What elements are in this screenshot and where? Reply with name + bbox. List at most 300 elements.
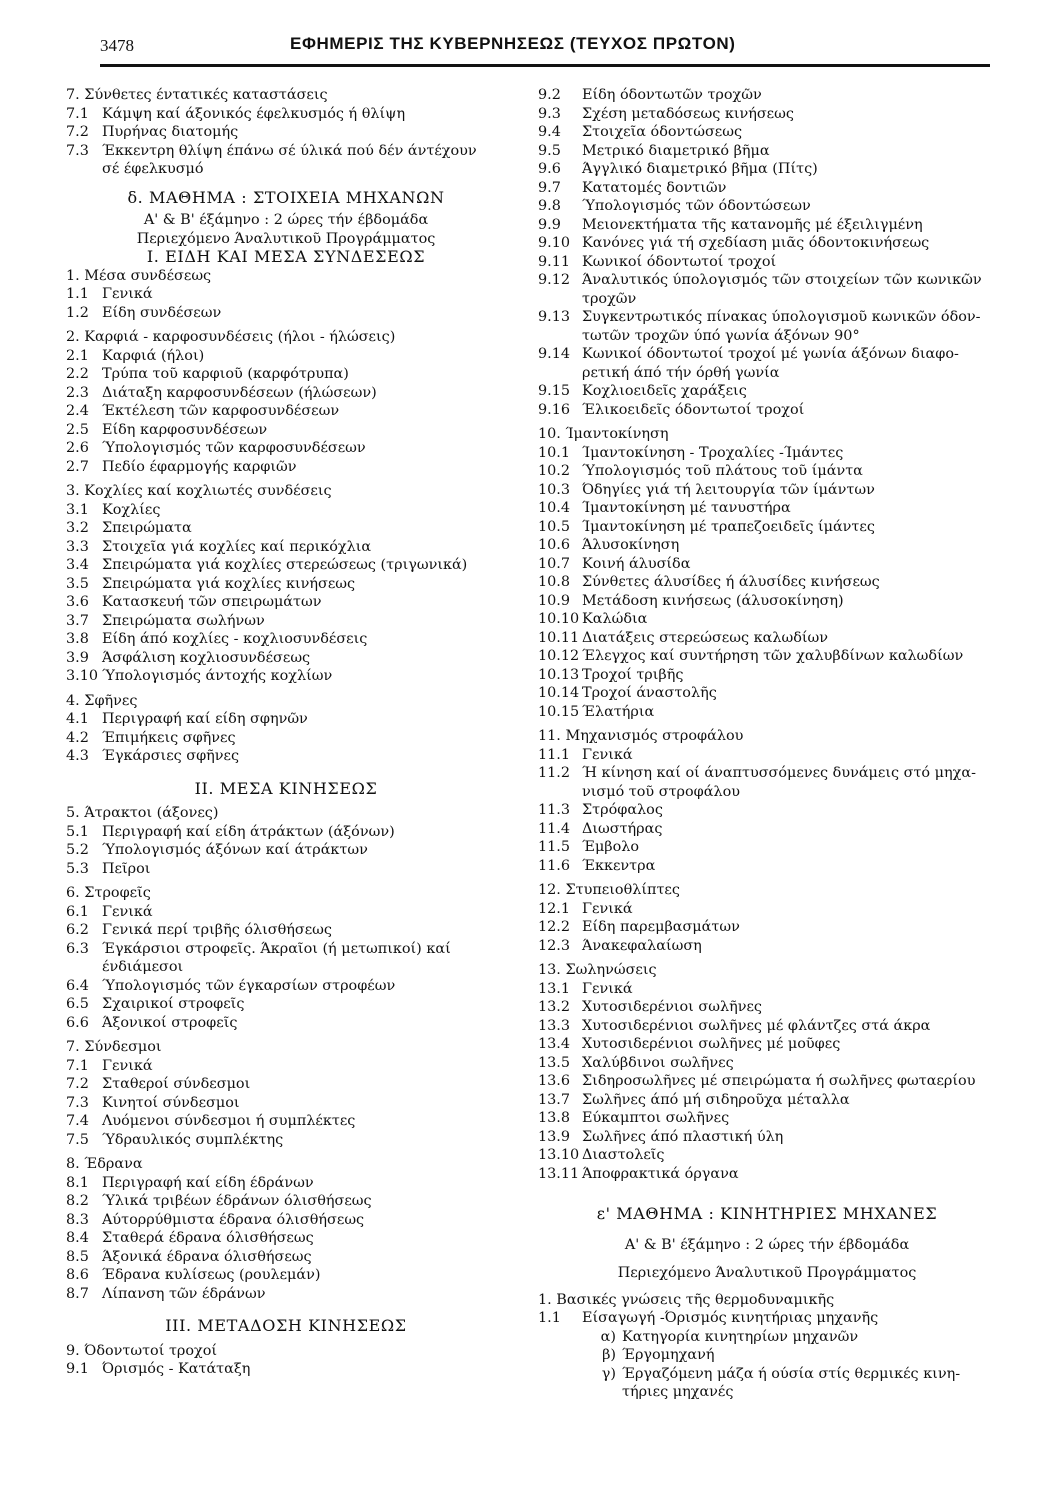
item-text: Ύπολογισμός τοῦ πλάτους τοῦ ίμάντα xyxy=(582,463,863,479)
lesson-semester: Α' & Β' έξάμηνο : 2 ώρες τήν έβδομάδα xyxy=(143,212,429,228)
list-item xyxy=(66,612,506,631)
lesson-program: Περιεχόμενο Άναλυτικοῦ Προγράμματος xyxy=(617,1265,917,1281)
item-number: 10.15 xyxy=(538,703,580,720)
right-column xyxy=(538,86,996,1402)
list-item xyxy=(66,458,506,477)
item-text: Ύδραυλικός συμπλέκτης xyxy=(102,1131,284,1148)
item-number: 10.4 xyxy=(538,500,571,516)
item-number: 7.3 xyxy=(66,142,89,159)
item-number: 6.3 xyxy=(66,940,89,957)
item-text: Σπειρώματα xyxy=(102,520,192,536)
list-item xyxy=(538,666,996,685)
item-number: 13.2 xyxy=(538,999,571,1015)
list-item xyxy=(66,940,506,959)
item-number: 13.4 xyxy=(538,1036,571,1052)
list-item xyxy=(538,592,996,611)
list-item xyxy=(538,684,996,703)
part-title: ΙΙΙ. ΜΕΤΑΔΟΣΗ ΚΙΝΗΣΕΩΣ xyxy=(165,1316,407,1335)
item-text: Κοχλιοειδεῖς χαράξεις xyxy=(582,383,747,399)
section-title: 6. Στροφεῖς xyxy=(66,885,151,901)
item-text: Άξονικοί στροφεῖς xyxy=(102,1014,238,1031)
item-number: 9.6 xyxy=(538,161,561,177)
item-text: Τροχοί τριβῆς xyxy=(582,666,684,683)
item-text: Χυτοσιδερένιοι σωλῆνες μέ μοῦφες xyxy=(582,1036,841,1052)
item-number: 7.2 xyxy=(66,1076,89,1092)
item-number: 9.8 xyxy=(538,198,561,214)
item-number: 5.2 xyxy=(66,842,89,858)
item-text: Είσαγωγή -Όρισμός κινητήριας μηχανῆς xyxy=(582,1310,879,1326)
list-item xyxy=(66,729,506,748)
item-text: Άνακεφαλαίωση xyxy=(582,937,702,954)
item-number: 7.5 xyxy=(66,1131,89,1148)
item-number: 12.3 xyxy=(538,937,571,954)
item-text: Γενικά xyxy=(102,286,153,302)
list-item xyxy=(538,1017,996,1036)
item-number: 5.3 xyxy=(66,860,89,877)
list-item xyxy=(538,197,996,216)
item-number: 13.1 xyxy=(538,980,571,997)
item-text: Όδηγίες γιά τή λειτουργία τῶν ίμάντων xyxy=(582,481,875,498)
list-item xyxy=(538,444,996,463)
item-number: 11.3 xyxy=(538,802,571,818)
item-number: 3.2 xyxy=(66,520,89,536)
list-item xyxy=(538,746,996,765)
item-number: 6.5 xyxy=(66,996,89,1012)
item-text: Κανόνες γιά τή σχεδίαση μιᾶς όδοντοκινήσεως xyxy=(582,235,930,251)
item-text: Είδη καρφοσυνδέσεων xyxy=(102,421,268,438)
part-title: ΙΙ. ΜΕΣΑ ΚΙΝΗΣΕΩΣ xyxy=(194,778,378,798)
item-text: Μετρικό διαμετρικό βῆμα xyxy=(582,142,770,159)
item-number: 4.3 xyxy=(66,748,89,764)
item-number: 7.1 xyxy=(66,105,89,122)
continuation: τήριες μηχανές xyxy=(622,1384,734,1400)
item-text: Γενικά xyxy=(582,900,633,917)
item-text: Κατατομές δοντιῶν xyxy=(582,179,727,196)
item-text: Έκκεντρη θλίψη έπάνω σέ ύλικά πού δέν άντέχουν xyxy=(102,142,477,159)
list-item xyxy=(538,820,996,839)
list-item xyxy=(66,1285,506,1304)
sub-text: Έργομηχανή xyxy=(622,1347,715,1363)
item-number: 2.7 xyxy=(66,458,89,475)
item-text: Σχαιρικοί στροφεῖς xyxy=(102,996,245,1012)
continuation: σέ έφελκυσμό xyxy=(102,161,204,177)
section-title: 4. Σφῆνες xyxy=(66,692,138,709)
item-text: Σχέση μεταδόσεως κινήσεως xyxy=(582,105,794,122)
list-item xyxy=(66,1248,506,1267)
item-number: 2.6 xyxy=(66,440,89,456)
list-item xyxy=(538,271,996,290)
section-title: 3. Κοχλίες καί κοχλιωτές συνδέσεις xyxy=(66,483,332,499)
item-number: 13.8 xyxy=(538,1110,571,1126)
list-item xyxy=(66,1131,506,1150)
list-item xyxy=(66,1112,506,1131)
item-number: 6.2 xyxy=(66,922,89,938)
list-item xyxy=(538,980,996,999)
item-text: Έγκάρσιοι στροφεῖς. Άκραῖοι (ή μετωπικοί) καί xyxy=(102,940,451,957)
item-number: 9.11 xyxy=(538,253,571,270)
item-text: Έκτέλεση τῶν καρφοσυνδέσεων xyxy=(102,403,340,419)
list-item xyxy=(538,764,996,783)
list-item xyxy=(66,860,506,879)
item-number: 4.1 xyxy=(66,711,89,727)
list-item xyxy=(538,481,996,500)
item-text: Κινητοί σύνδεσμοι xyxy=(102,1094,240,1111)
item-text: Άλυσοκίνηση xyxy=(582,537,680,553)
list-item xyxy=(66,105,506,124)
item-text: Άξονικά έδρανα όλισθήσεως xyxy=(102,1248,312,1265)
item-text: Γενικά xyxy=(102,1057,153,1074)
item-number: 10.3 xyxy=(538,481,571,498)
item-text: Άσφάλιση κοχλιοσυνδέσεως xyxy=(102,649,311,666)
item-number: 1.1 xyxy=(66,286,89,302)
lesson-semester: Α' & Β' έξάμηνο : 2 ώρες τήν έβδομάδα xyxy=(624,1236,910,1253)
item-text: Γενικά xyxy=(582,746,633,763)
item-text: Συγκεντρωτικός πίνακας ύπολογισμοῦ κωνικῶν όδον- xyxy=(582,309,981,325)
spacer xyxy=(538,1254,996,1264)
sub-label: γ) xyxy=(601,1365,616,1382)
list-item xyxy=(66,538,506,557)
item-number: 9.4 xyxy=(538,124,561,140)
list-item xyxy=(66,630,506,649)
item-text: Διαστολεῖς xyxy=(582,1147,665,1163)
list-item xyxy=(538,703,996,722)
sub-text: Έργαζόμενη μάζα ή ούσία στίς θερμικές κινη- xyxy=(622,1365,961,1382)
item-text: Σταθερά έδρανα όλισθήσεως xyxy=(102,1230,314,1246)
spacer xyxy=(538,1224,996,1236)
list-item xyxy=(66,1057,506,1076)
list-item xyxy=(66,142,506,161)
item-text: Λίπανση τῶν έδράνων xyxy=(102,1285,266,1302)
item-number: 6.6 xyxy=(66,1014,89,1031)
item-number: 9.12 xyxy=(538,272,571,288)
list-item xyxy=(66,556,506,575)
item-text: Ή κίνηση καί οί άναπτυσσόμενες δυνάμεις στό μηχα- xyxy=(582,765,976,781)
item-text: Κοινή άλυσίδα xyxy=(582,555,691,572)
list-item xyxy=(538,401,996,420)
list-item xyxy=(538,838,996,857)
spacer xyxy=(66,766,506,780)
item-text: Ίμαντοκίνηση μέ τραπεζοειδεῖς ίμάντες xyxy=(582,518,875,535)
item-number: 13.6 xyxy=(538,1073,571,1089)
item-number: 10.6 xyxy=(538,537,571,553)
item-number: 3.1 xyxy=(66,501,89,518)
item-text: Κατασκευή τῶν σπειρωμάτων xyxy=(102,594,322,610)
list-item xyxy=(538,1091,996,1110)
list-item xyxy=(538,142,996,161)
item-text: Χυτοσιδερένιοι σωλῆνες μέ φλάντζες στά άκρα xyxy=(582,1017,931,1034)
item-text: Αύτορρύθμιστα έδρανα όλισθήσεως xyxy=(102,1211,365,1228)
list-item xyxy=(66,921,506,940)
list-item xyxy=(538,998,996,1017)
item-text: Μειονεκτήματα τῆς κατανομῆς μέ έξειλιγμένη xyxy=(582,216,923,233)
list-item xyxy=(538,123,996,142)
list-item xyxy=(66,710,506,729)
item-number: 13.11 xyxy=(538,1165,580,1182)
list-item xyxy=(66,384,506,403)
item-text: Έλικοειδεῖς όδοντωτοί τροχοί xyxy=(582,401,805,418)
item-number: 10.1 xyxy=(538,444,571,461)
sub-item xyxy=(538,1328,996,1347)
item-text: Έλεγχος καί συντήρηση τῶν χαλυβδίνων καλωδίων xyxy=(582,648,964,664)
item-text: Σύνθετες άλυσίδες ή άλυσίδες κινήσεως xyxy=(582,574,880,590)
item-number: 11.4 xyxy=(538,820,571,837)
item-number: 8.7 xyxy=(66,1285,89,1302)
item-text: Τροχοί άναστολῆς xyxy=(582,685,717,701)
list-item xyxy=(538,555,996,574)
item-number: 8.5 xyxy=(66,1248,89,1265)
list-item xyxy=(66,1229,506,1248)
item-number: 13.3 xyxy=(538,1017,571,1034)
list-item xyxy=(538,308,996,327)
list-item xyxy=(538,900,996,919)
list-item xyxy=(66,841,506,860)
list-item xyxy=(66,304,506,323)
lesson-program: Περιεχόμενο Άναλυτικοῦ Προγράμματος xyxy=(136,230,436,247)
item-text: Σπειρώματα γιά κοχλίες στερεώσεως (τριγωνικά) xyxy=(102,557,468,573)
item-text: Έγκάρσιες σφῆνες xyxy=(102,748,240,764)
item-number: 6.1 xyxy=(66,903,89,920)
list-item xyxy=(538,1054,996,1073)
item-number: 9.3 xyxy=(538,105,561,122)
item-text: Καρφιά (ήλοι) xyxy=(102,347,205,364)
item-text: Γενικά περί τριβῆς όλισθήσεως xyxy=(102,922,332,938)
item-text: Άναλυτικός ύπολογισμός τῶν στοιχείων τῶν κωνικῶν xyxy=(582,272,982,288)
section-title: 8. Έδρανα xyxy=(66,1156,143,1172)
item-number: 13.10 xyxy=(538,1147,580,1163)
item-number: 5.1 xyxy=(66,823,89,840)
list-item xyxy=(538,234,996,253)
item-text: Έπιμήκεις σφῆνες xyxy=(102,729,236,746)
item-text: Σωλῆνες άπό μή σιδηροῦχα μέταλλα xyxy=(582,1091,850,1108)
item-text: Σιδηροσωλῆνες μέ σπειρώματα ή σωλῆνες φωταερίου xyxy=(582,1073,976,1089)
item-number: 8.4 xyxy=(66,1230,89,1246)
item-number: 11.6 xyxy=(538,857,571,874)
section-title: 7. Σύνδεσμοι xyxy=(66,1039,162,1055)
item-text: Χυτοσιδερένιοι σωλῆνες xyxy=(582,999,762,1015)
list-item xyxy=(66,285,506,304)
list-item xyxy=(66,593,506,612)
item-text: Σπειρώματα σωλήνων xyxy=(102,612,265,629)
item-text: Τρύπα τοῦ καρφιοῦ (καρφότρυπα) xyxy=(102,366,349,382)
list-item xyxy=(538,382,996,401)
item-number: 13.5 xyxy=(538,1054,571,1071)
list-item xyxy=(538,462,996,481)
page-header xyxy=(100,32,990,60)
item-text: Είδη παρεμβασμάτων xyxy=(582,919,740,935)
item-number: 11.1 xyxy=(538,746,571,763)
list-item xyxy=(66,977,506,996)
item-text: Χαλύβδινοι σωλῆνες xyxy=(582,1054,734,1071)
spacer xyxy=(538,1183,996,1205)
item-number: 9.9 xyxy=(538,216,561,233)
item-number: 3.6 xyxy=(66,594,89,610)
continuation: τροχῶν xyxy=(582,290,637,307)
item-text: Περιγραφή καί είδη άτράκτων (άξόνων) xyxy=(102,823,395,840)
item-text: Κωνικοί όδοντωτοί τροχοί μέ γωνία άξόνων διαφο- xyxy=(582,346,959,362)
item-number: 6.4 xyxy=(66,977,89,994)
list-item xyxy=(66,347,506,366)
item-number: 10.13 xyxy=(538,666,580,683)
item-number: 9.16 xyxy=(538,401,571,418)
item-number: 3.4 xyxy=(66,557,89,573)
section-title: 1. Βασικές γνώσεις τῆς θερμοδυναμικῆς xyxy=(538,1291,835,1308)
header-rule xyxy=(100,64,990,67)
item-text: Γενικά xyxy=(102,903,153,920)
list-item xyxy=(66,1014,506,1033)
spacer xyxy=(66,1303,506,1317)
item-number: 3.9 xyxy=(66,649,89,666)
item-number: 3.10 xyxy=(66,668,99,684)
item-number: 10.12 xyxy=(538,648,580,664)
item-number: 10.2 xyxy=(538,463,571,479)
item-text: Καλώδια xyxy=(582,611,648,627)
list-item xyxy=(66,667,506,686)
item-text: Ύπολογισμός τῶν όδοντώσεων xyxy=(582,198,811,214)
list-item xyxy=(66,823,506,842)
continuation: ρετική άπό τήν όρθή γωνία xyxy=(582,364,780,381)
page-number: 3478 xyxy=(100,36,134,55)
item-text: Κάμψη καί άξονικός έφελκυσμός ή θλίψη xyxy=(102,105,406,122)
list-item xyxy=(538,1128,996,1147)
item-text: Γενικά xyxy=(582,980,633,997)
item-number: 2.3 xyxy=(66,384,89,401)
item-text: Διάταξη καρφοσυνδέσεων (ήλώσεων) xyxy=(102,384,377,401)
item-text: Είδη συνδέσεων xyxy=(102,304,222,321)
section-title: 11. Μηχανισμός στροφάλου xyxy=(538,728,744,744)
sub-text: Κατηγορία κινητηρίων μηχανῶν xyxy=(622,1328,859,1345)
section-title: 7. Σύνθετες έντατικές καταστάσεις xyxy=(66,87,328,103)
list-item xyxy=(538,610,996,629)
list-item xyxy=(538,160,996,179)
section-title: 10. Ίμαντοκίνηση xyxy=(538,426,669,442)
item-number: 11.5 xyxy=(538,839,571,855)
list-item xyxy=(66,1174,506,1193)
list-item xyxy=(538,105,996,124)
list-item xyxy=(66,903,506,922)
item-text: Ύπολογισμός άξόνων καί άτράκτων xyxy=(102,842,368,858)
list-item xyxy=(66,402,506,421)
item-number: 7.3 xyxy=(66,1094,89,1111)
item-text: Έδρανα κυλίσεως (ρουλεμάν) xyxy=(102,1267,321,1283)
list-item xyxy=(538,1072,996,1091)
item-number: 7.2 xyxy=(66,124,89,140)
list-item xyxy=(538,1309,996,1328)
item-text: Είδη όδοντωτῶν τροχῶν xyxy=(582,87,762,103)
list-item xyxy=(66,1075,506,1094)
continuation: νισμό τοῦ στροφάλου xyxy=(582,783,740,800)
item-text: Διωστήρας xyxy=(582,820,663,837)
list-item xyxy=(538,573,996,592)
item-text: Ίμαντοκίνηση μέ τανυστήρα xyxy=(582,500,791,516)
left-column xyxy=(66,86,506,1379)
section-title: 5. Άτρακτοι (άξονες) xyxy=(66,805,219,821)
list-item xyxy=(66,995,506,1014)
sub-label: α) xyxy=(600,1328,616,1345)
section-title: 13. Σωληνώσεις xyxy=(538,962,657,978)
item-number: 10.7 xyxy=(538,555,571,572)
section-title: 2. Καρφιά - καρφοσυνδέσεις (ήλοι - ήλώσεις) xyxy=(66,329,396,345)
item-text: Ύπολογισμός άντοχής κοχλίων xyxy=(102,668,333,684)
item-number: 10.10 xyxy=(538,611,580,627)
item-number: 10.14 xyxy=(538,685,580,701)
item-number: 3.8 xyxy=(66,631,89,647)
item-text: Πεῖροι xyxy=(102,860,151,877)
spacer xyxy=(538,1283,996,1291)
list-item xyxy=(538,857,996,876)
list-item xyxy=(66,649,506,668)
list-item xyxy=(66,519,506,538)
gazette-title: ΕΦΗΜΕΡΙΣ ΤΗΣ ΚΥΒΕΡΝΗΣΕΩΣ (ΤΕΥΧΟΣ ΠΡΩΤΟΝ) xyxy=(290,34,736,53)
item-text: Μετάδοση κινήσεως (άλυσοκίνηση) xyxy=(582,592,844,609)
item-text: Στρόφαλος xyxy=(582,802,663,818)
section-title: 1. Μέσα συνδέσεως xyxy=(66,267,212,284)
list-item xyxy=(538,499,996,518)
item-text: Ύλικά τριβέων έδράνων όλισθήσεως xyxy=(102,1193,372,1209)
item-text: Έκκεντρα xyxy=(582,857,656,874)
list-item xyxy=(538,518,996,537)
item-text: Κωνικοί όδοντωτοί τροχοί xyxy=(582,253,777,270)
item-number: 12.1 xyxy=(538,900,571,917)
sub-label: β) xyxy=(602,1347,616,1363)
item-number: 4.2 xyxy=(66,729,89,746)
list-item xyxy=(538,253,996,272)
section-title: 12. Στυπειοθλίπτες xyxy=(538,882,680,898)
item-number: 1.2 xyxy=(66,304,89,321)
item-number: 8.2 xyxy=(66,1193,89,1209)
list-item xyxy=(538,1146,996,1165)
item-number: 10.9 xyxy=(538,592,571,609)
item-text: Είδη άπό κοχλίες - κοχλιοσυνδέσεις xyxy=(102,631,368,647)
list-item xyxy=(538,629,996,648)
list-item xyxy=(66,1266,506,1285)
item-text: Ύπολογισμός τῶν καρφοσυνδέσεων xyxy=(102,440,366,456)
item-number: 7.4 xyxy=(66,1113,89,1129)
list-item xyxy=(66,365,506,384)
item-text: Πυρήνας διατομής xyxy=(102,124,239,140)
list-item xyxy=(538,918,996,937)
item-number: 3.7 xyxy=(66,612,89,629)
list-item xyxy=(66,1192,506,1211)
item-number: 2.4 xyxy=(66,403,89,419)
item-number: 8.1 xyxy=(66,1174,89,1191)
item-text: Έμβολο xyxy=(582,839,640,855)
list-item xyxy=(538,216,996,235)
item-number: 2.5 xyxy=(66,421,89,438)
list-item xyxy=(66,421,506,440)
list-item xyxy=(538,647,996,666)
continuation: ένδιάμεσοι xyxy=(102,959,184,975)
item-text: Σπειρώματα γιά κοχλίες κινήσεως xyxy=(102,575,356,592)
item-number: 9.1 xyxy=(66,1361,89,1377)
item-text: Σωλῆνες άπό πλαστική ύλη xyxy=(582,1128,784,1145)
list-item xyxy=(538,1109,996,1128)
item-number: 12.2 xyxy=(538,919,571,935)
lesson-title: δ. ΜΑΘΗΜΑ : ΣΤΟΙΧΕΙΑ ΜΗΧΑΝΩΝ xyxy=(127,187,445,207)
list-item xyxy=(66,747,506,766)
item-text: Κοχλίες xyxy=(102,501,161,518)
list-item xyxy=(66,1211,506,1230)
item-text: Ύπολογισμός τῶν έγκαρσίων στροφέων xyxy=(102,977,396,994)
item-text: Σταθεροί σύνδεσμοι xyxy=(102,1076,251,1092)
list-item xyxy=(538,536,996,555)
item-text: Άποφρακτικά όργανα xyxy=(582,1165,739,1182)
list-item xyxy=(66,501,506,520)
item-number: 8.6 xyxy=(66,1267,89,1283)
list-item xyxy=(538,345,996,364)
list-item xyxy=(66,123,506,142)
item-number: 10.5 xyxy=(538,518,571,535)
item-text: Ίμαντοκίνηση - Τροχαλίες -Ίμάντες xyxy=(582,444,844,461)
